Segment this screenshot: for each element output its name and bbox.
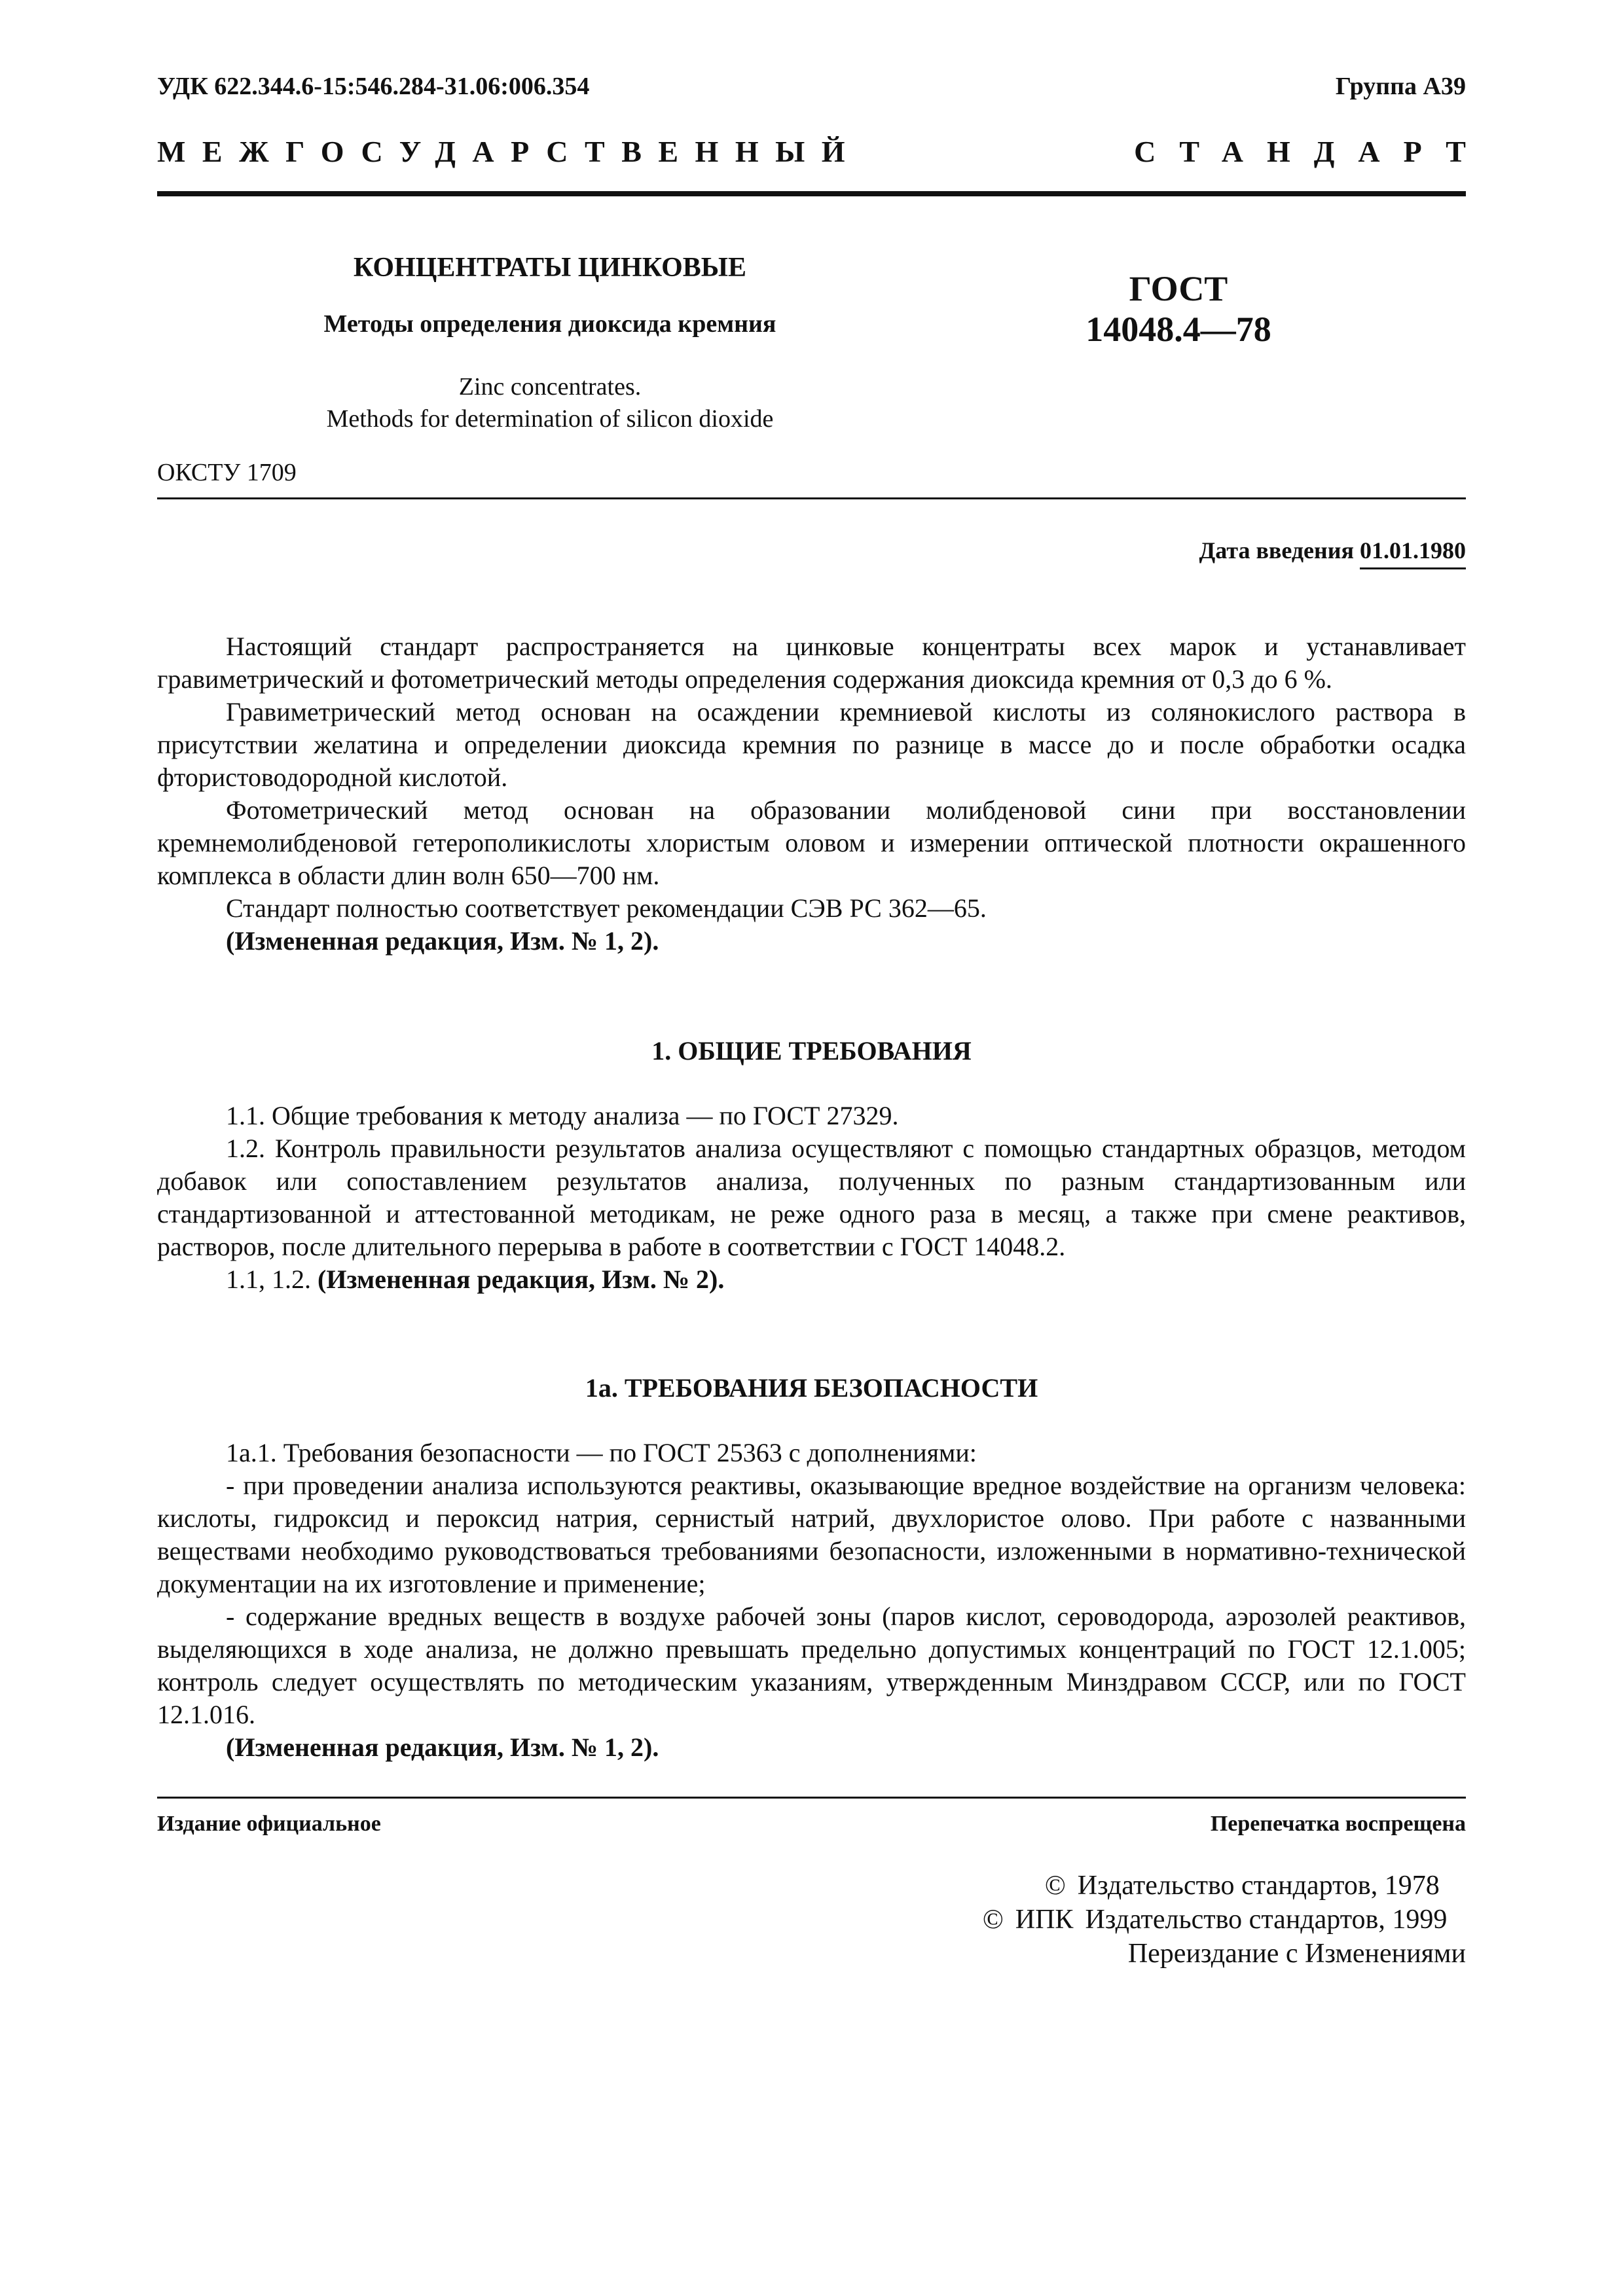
effective-date-value: 01.01.1980 bbox=[1360, 537, 1466, 569]
english-title bbox=[157, 371, 943, 436]
okstu-code: ОКСТУ 1709 bbox=[157, 459, 297, 486]
banner-right: СТАНДАРТ bbox=[1134, 135, 1489, 168]
copyright-icon: © bbox=[982, 1905, 1004, 1935]
copyright-text: Издательство стандартов, 1999 bbox=[1085, 1905, 1448, 1935]
clause-paragraph: - при проведении анализа используются реактивы, оказывающие вредное воздействие на организм человека: кислоты, гидроксид и пероксид натрия, сернистый натрий, двухлористое олово. При работе с названными веществами необходимо руководствоваться требованиями безопасности, изложенными в нормативно-технической документации на их изготовление и применение; bbox=[157, 1471, 1466, 1598]
document-title: КОНЦЕНТРАТЫ ЦИНКОВЫЕ bbox=[353, 253, 747, 283]
english-title-line1: Zinc concentrates. bbox=[458, 373, 642, 401]
copyright-line bbox=[983, 1903, 1466, 1937]
copyright-org: ИПК bbox=[1015, 1905, 1074, 1935]
standard-banner bbox=[157, 134, 1489, 169]
footer-rule bbox=[157, 1797, 1466, 1799]
copyright-line bbox=[983, 1869, 1466, 1903]
gost-number bbox=[1021, 268, 1336, 350]
banner-left: МЕЖГОСУДАРСТВЕННЫЙ bbox=[157, 135, 862, 168]
effective-date-label: Дата введения bbox=[1199, 537, 1360, 564]
intro-paragraph: Настоящий стандарт распространяется на цинковые концентраты всех марок и устанавливает гравиметрический и фотометрический методы определения содержания диоксида кремния от 0,3 до 6 %. bbox=[157, 632, 1466, 694]
english-title-line2: Methods for determination of silicon dioxide bbox=[326, 405, 774, 433]
copyright-icon: © bbox=[1044, 1871, 1066, 1901]
effective-date bbox=[1199, 537, 1467, 564]
clause-paragraph: 1а.1. Требования безопасности — по ГОСТ 25363 с дополнениями: bbox=[226, 1438, 977, 1467]
reprint-notice: Перепечатка воспрещена bbox=[1210, 1812, 1466, 1836]
udk-code: УДК 622.344.6-15:546.284-31.06:006.354 bbox=[157, 73, 590, 100]
section1a-text bbox=[157, 1437, 1466, 1764]
reissue-text: Переиздание с Изменениями bbox=[1127, 1939, 1466, 1969]
amendment-note: (Измененная редакция, Изм. № 2). bbox=[318, 1265, 725, 1294]
clause-paragraph: 1.1. Общие требования к методу анализа — по ГОСТ 27329. bbox=[226, 1101, 899, 1130]
clause-refs: 1.1, 1.2. bbox=[226, 1265, 318, 1294]
amendment-note: (Измененная редакция, Изм. № 1, 2). bbox=[226, 926, 659, 956]
okstu-rule bbox=[157, 497, 1466, 499]
document-subtitle: Методы определения диоксида кремния bbox=[323, 310, 776, 338]
official-edition: Издание официальное bbox=[157, 1812, 381, 1836]
clause-paragraph: - содержание вредных веществ в воздухе рабочей зоны (паров кислот, сероводорода, аэрозолей реактивов, выделяющихся в ходе анализа, не должно превышать предельно допустимых концентраций по ГОСТ 12.1.005; контроль следует осуществлять по методическим указаниям, утвержденным Минздравом СССР, или по ГОСТ 12.1.016. bbox=[157, 1602, 1466, 1729]
copyright-block bbox=[983, 1869, 1466, 1971]
section-heading: 1а. ТРЕБОВАНИЯ БЕЗОПАСНОСТИ bbox=[585, 1373, 1038, 1403]
group-code: Группа А39 bbox=[1335, 73, 1466, 100]
section1-text bbox=[157, 1100, 1466, 1296]
header-rule bbox=[157, 191, 1466, 196]
copyright-text: Издательство стандартов, 1978 bbox=[1077, 1871, 1440, 1901]
intro-paragraph: Фотометрический метод основан на образовании молибденовой сини при восстановлении кремнемолибденовой гетерополикислоты хлористым оловом и измерении оптической плотности окрашенного комплекса в области длин волн 650—700 нм. bbox=[157, 795, 1466, 890]
clause-paragraph: 1.2. Контроль правильности результатов анализа осуществляют с помощью стандартных образцов, методом добавок или сопоставлением результатов анализа, полученных по разным стандартизованным или стандартизованной и аттестованной методикам, не реже одного раза в месяц, а также при смене реактивов, растворов, после длительного перерыва в работе в соответствии с ГОСТ 14048.2. bbox=[157, 1134, 1466, 1261]
section-heading: 1. ОБЩИЕ ТРЕБОВАНИЯ bbox=[651, 1036, 972, 1066]
intro-text bbox=[157, 630, 1466, 958]
amendment-note: (Измененная редакция, Изм. № 1, 2). bbox=[226, 1732, 659, 1762]
reissue-line bbox=[983, 1937, 1466, 1971]
title-block bbox=[157, 252, 943, 436]
intro-paragraph: Гравиметрический метод основан на осаждении кремниевой кислоты из солянокислого раствора в присутствии желатина и определении диоксида кремния по разнице в массе до и после обработки осадка фтористоводородной кислотой. bbox=[157, 697, 1466, 792]
amendment-line bbox=[157, 1263, 1466, 1296]
gost-code: 14048.4—78 bbox=[1085, 310, 1271, 350]
intro-paragraph: Стандарт полностью соответствует рекомендации СЭВ РС 362—65. bbox=[226, 893, 987, 923]
gost-label: ГОСТ bbox=[1129, 269, 1228, 308]
